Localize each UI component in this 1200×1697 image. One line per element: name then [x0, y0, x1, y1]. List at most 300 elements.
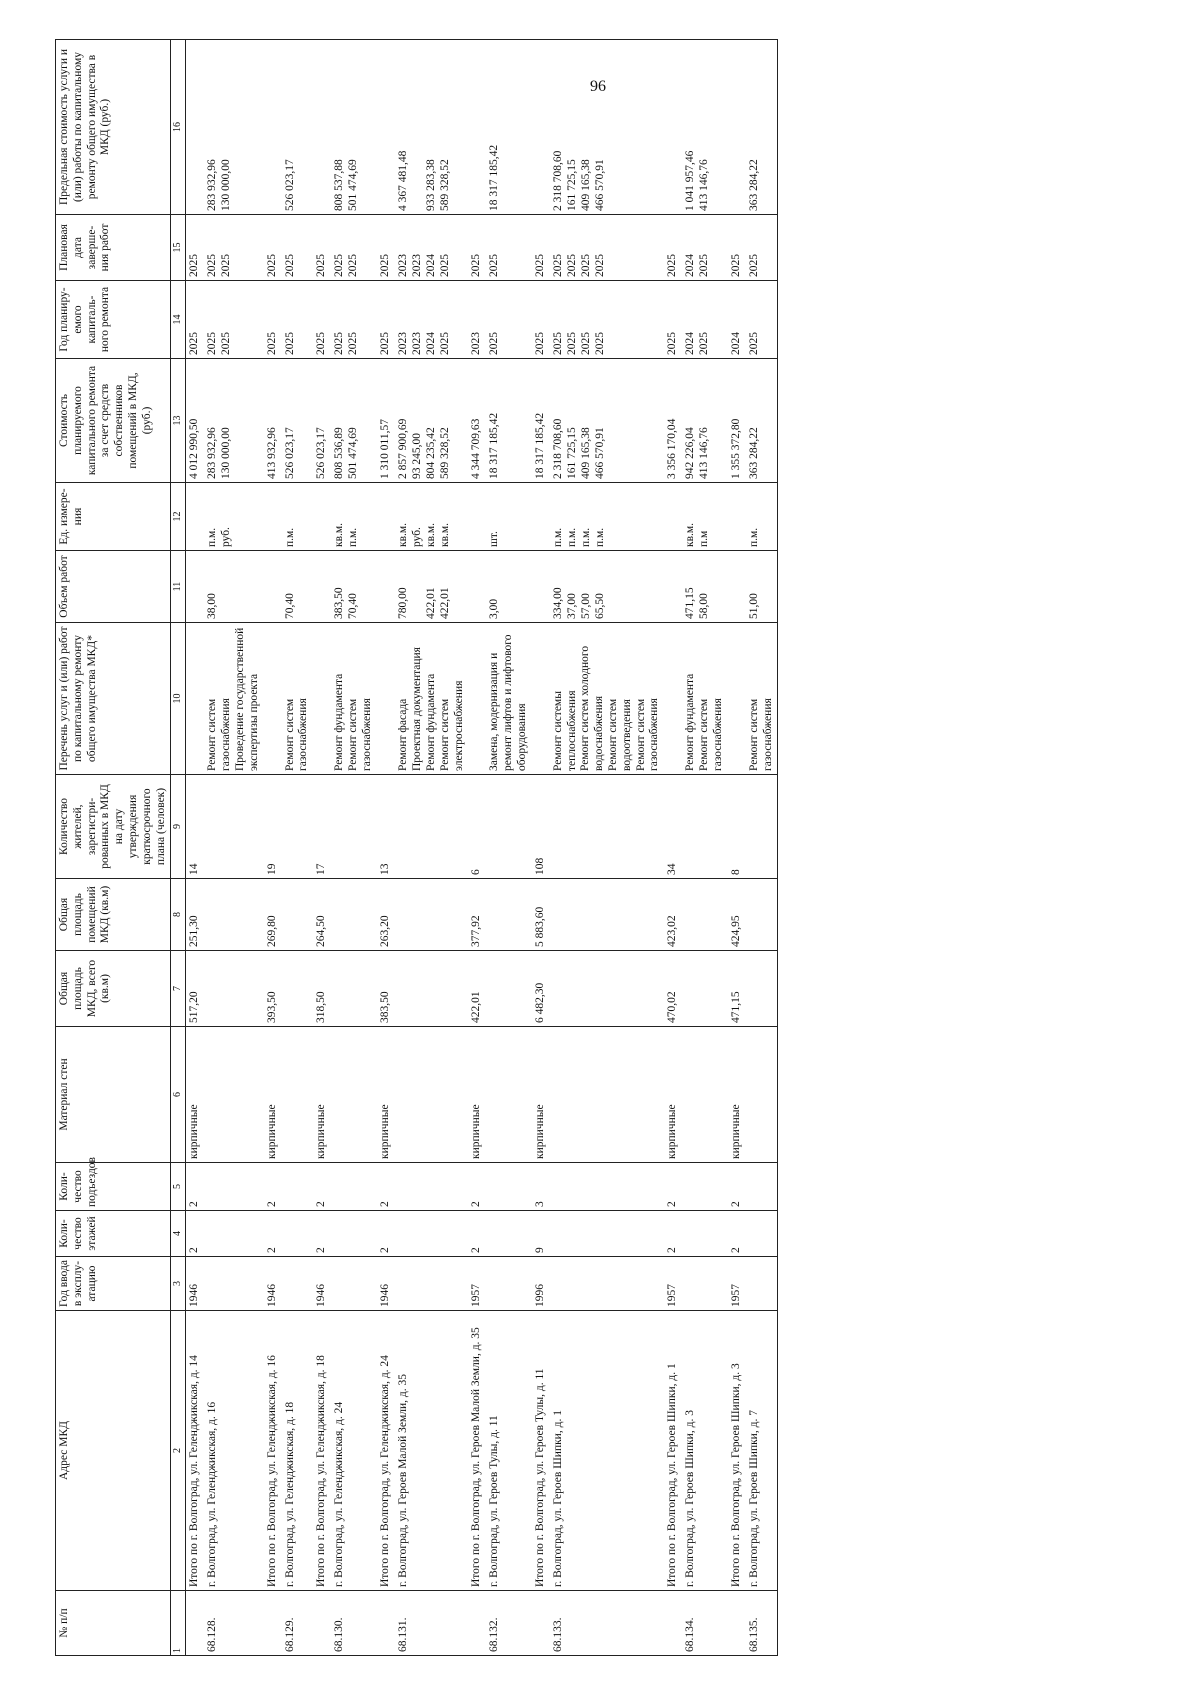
wall-material: кирпичные — [664, 1027, 682, 1163]
limit-cost: 589 328,52 — [438, 159, 451, 211]
header-c9: Количество жителей, зарегистри- рованных в МКД на дату утверждения краткосрочного плана (человек) — [56, 775, 171, 879]
cost: 2 318 708,60 — [551, 418, 564, 479]
residents: 6 — [468, 775, 486, 879]
work-volume-cell — [550, 551, 664, 623]
end-date-cell — [532, 215, 550, 281]
plan-year-cell — [746, 281, 778, 359]
column-number: 3 — [171, 1257, 186, 1311]
end-date-cell — [664, 215, 682, 281]
plan-year-cell — [486, 281, 531, 359]
limit-cost: 933 283,38 — [424, 159, 437, 211]
end-date: 2025 — [533, 254, 546, 277]
total-area: 517,20 — [186, 951, 205, 1027]
work-volume: 38,00 — [206, 593, 219, 619]
unit: кв.м. — [684, 522, 697, 547]
work-volume-cell — [377, 551, 395, 623]
plan-year: 2025 — [206, 332, 219, 355]
header-c4: Коли- чество этажей — [56, 1211, 171, 1257]
unit: руб. — [220, 527, 233, 547]
entrances — [746, 1163, 778, 1211]
cost-cell — [746, 359, 778, 483]
plan-year: 2025 — [315, 332, 328, 355]
plan-year: 2024 — [424, 332, 437, 355]
residents: 8 — [728, 775, 746, 879]
unit-cell — [282, 483, 314, 551]
cost: 413 146,76 — [698, 427, 711, 479]
entrances — [282, 1163, 314, 1211]
plan-year: 2025 — [533, 332, 546, 355]
limit-cost: 363 284,22 — [747, 159, 760, 211]
work-item: Ремонт фасада — [396, 698, 409, 771]
year-built: 1946 — [264, 1257, 282, 1311]
wall-material — [282, 1027, 314, 1163]
cost: 466 570,91 — [593, 427, 606, 479]
column-number: 4 — [171, 1211, 186, 1257]
work-volume — [411, 554, 425, 619]
table-row — [746, 40, 778, 1656]
year-built — [282, 1257, 314, 1311]
plan-year: 2025 — [579, 332, 592, 355]
address: Итого по г. Волгоград, ул. Геленджикская, д. 24 — [377, 1311, 395, 1591]
table-row — [682, 40, 728, 1656]
cost: 501 474,69 — [347, 427, 360, 479]
work-item: Ремонт фундамента — [333, 673, 346, 771]
cost: 363 284,22 — [747, 427, 760, 479]
repair-plan-table — [55, 39, 778, 1656]
wall-material: кирпичные — [313, 1027, 331, 1163]
address: Итого по г. Волгоград, ул. Героев Тулы, д. 11 — [532, 1311, 550, 1591]
address: г. Волгоград, ул. Геленджикская, д. 18 — [282, 1311, 314, 1591]
limit-cost: 501 474,69 — [347, 159, 360, 211]
year-built — [204, 1257, 263, 1311]
work-volume-cell — [186, 551, 205, 623]
unit: п.м. — [283, 527, 296, 547]
end-date: 2023 — [410, 254, 423, 277]
end-date-cell — [313, 215, 331, 281]
premises-area — [486, 879, 531, 951]
table-row — [264, 40, 282, 1656]
plan-year: 2025 — [666, 332, 679, 355]
limit-cost-cell — [682, 40, 728, 215]
total-area: 471,15 — [728, 951, 746, 1027]
total-area — [486, 951, 531, 1027]
year-built — [682, 1257, 728, 1311]
work-volume-cell — [664, 551, 682, 623]
column-number: 13 — [171, 359, 186, 483]
premises-area: 251,30 — [186, 879, 205, 951]
work-item-cell — [468, 623, 486, 775]
plan-year-cell — [550, 281, 664, 359]
end-date: 2025 — [438, 254, 451, 277]
unit: п.м. — [347, 527, 360, 547]
work-item-cell — [395, 623, 469, 775]
cost: 413 932,96 — [265, 427, 278, 479]
work-volume: 422,01 — [438, 587, 451, 619]
header-c14: Год планиру- емого капиталь- ного ремонта — [56, 281, 171, 359]
unit-cell — [532, 483, 550, 551]
cost-cell — [331, 359, 377, 483]
table-row — [313, 40, 331, 1656]
plan-year: 2023 — [410, 332, 423, 355]
row-number: 68.130. — [331, 1591, 377, 1656]
end-date: 2025 — [565, 254, 578, 277]
plan-year-cell — [468, 281, 486, 359]
cost-cell — [468, 359, 486, 483]
end-date: 2025 — [283, 254, 296, 277]
entrances — [395, 1163, 469, 1211]
year-built: 1946 — [186, 1257, 205, 1311]
cost: 1 355 372,80 — [729, 418, 742, 479]
limit-cost-cell — [204, 40, 263, 215]
cost: 589 328,52 — [438, 427, 451, 479]
cost: 804 235,42 — [424, 427, 437, 479]
work-item: Ремонт фундамента — [424, 673, 437, 771]
cost: 4 344 709,63 — [470, 418, 483, 479]
end-date-cell — [395, 215, 469, 281]
cost-cell — [204, 359, 263, 483]
column-number: 10 — [171, 623, 186, 775]
limit-cost: 4 367 481,48 — [396, 150, 409, 211]
column-number: 9 — [171, 775, 186, 879]
cost-cell — [377, 359, 395, 483]
entrances — [331, 1163, 377, 1211]
cost: 4 012 990,50 — [188, 418, 201, 479]
limit-cost — [411, 43, 425, 211]
plan-year: 2023 — [396, 332, 409, 355]
floors: 9 — [532, 1211, 550, 1257]
row-number — [532, 1591, 550, 1656]
column-number: 6 — [171, 1027, 186, 1163]
row-number: 68.135. — [746, 1591, 778, 1656]
total-area: 422,01 — [468, 951, 486, 1027]
column-number: 16 — [171, 40, 186, 215]
unit-cell — [550, 483, 664, 551]
plan-year: 2025 — [378, 332, 391, 355]
work-item-cell — [313, 623, 331, 775]
unit-cell — [395, 483, 469, 551]
work-item: Проектная документация — [410, 647, 423, 771]
plan-year-cell — [532, 281, 550, 359]
wall-material: кирпичные — [728, 1027, 746, 1163]
column-number: 2 — [171, 1311, 186, 1591]
limit-cost: 526 023,17 — [283, 159, 296, 211]
cost: 808 536,89 — [333, 427, 346, 479]
limit-cost: 466 570,91 — [593, 159, 606, 211]
wall-material: кирпичные — [532, 1027, 550, 1163]
end-date: 2025 — [729, 254, 742, 277]
wall-material — [486, 1027, 531, 1163]
work-item: Ремонт фундамента — [684, 673, 697, 771]
limit-cost: 413 146,76 — [698, 159, 711, 211]
entrances — [550, 1163, 664, 1211]
header-row — [56, 40, 171, 1656]
cost-cell — [313, 359, 331, 483]
plan-year: 2025 — [283, 332, 296, 355]
row-number: 68.132. — [486, 1591, 531, 1656]
floors: 2 — [313, 1211, 331, 1257]
work-volume: 65,50 — [593, 593, 606, 619]
unit: кв.м. — [438, 522, 451, 547]
year-built: 1957 — [728, 1257, 746, 1311]
entrances — [682, 1163, 728, 1211]
cost: 409 165,38 — [579, 427, 592, 479]
cost-cell — [486, 359, 531, 483]
column-number-row — [171, 40, 186, 1656]
work-volume-cell — [395, 551, 469, 623]
limit-cost: 409 165,38 — [579, 159, 592, 211]
work-volume-cell — [728, 551, 746, 623]
end-date-cell — [468, 215, 486, 281]
entrances — [204, 1163, 263, 1211]
row-number: 68.133. — [550, 1591, 664, 1656]
end-date: 2024 — [424, 254, 437, 277]
residents: 17 — [313, 775, 331, 879]
unit-cell — [204, 483, 263, 551]
work-item-cell — [664, 623, 682, 775]
end-date: 2025 — [378, 254, 391, 277]
year-built: 1957 — [468, 1257, 486, 1311]
total-area: 393,50 — [264, 951, 282, 1027]
year-built — [746, 1257, 778, 1311]
entrances: 2 — [664, 1163, 682, 1211]
floors: 2 — [186, 1211, 205, 1257]
work-volume: 3,00 — [488, 598, 501, 619]
unit: п.м. — [206, 527, 219, 547]
unit: п.м. — [593, 527, 606, 547]
entrances: 2 — [468, 1163, 486, 1211]
residents: 19 — [264, 775, 282, 879]
column-number: 1 — [171, 1591, 186, 1656]
limit-cost: 1 041 957,46 — [684, 150, 697, 211]
wall-material: кирпичные — [377, 1027, 395, 1163]
address: Итого по г. Волгоград, ул. Героев Шипки, д. 3 — [728, 1311, 746, 1591]
residents — [395, 775, 469, 879]
table-row — [204, 40, 263, 1656]
plan-year: 2025 — [347, 332, 360, 355]
entrances: 2 — [377, 1163, 395, 1211]
floors — [204, 1211, 263, 1257]
work-volume-cell — [313, 551, 331, 623]
work-volume: 334,00 — [551, 587, 564, 619]
cost-cell — [264, 359, 282, 483]
plan-year: 2023 — [470, 332, 483, 355]
end-date-cell — [550, 215, 664, 281]
limit-cost-cell — [550, 40, 664, 215]
limit-cost-cell — [264, 40, 282, 215]
limit-cost: 18 317 185,42 — [488, 144, 501, 211]
end-date: 2025 — [747, 254, 760, 277]
work-item: Ремонт систем электроснабжения — [438, 680, 465, 771]
work-item: Ремонт систем газоснабжения — [698, 698, 724, 771]
premises-area — [282, 879, 314, 951]
residents — [282, 775, 314, 879]
end-date-cell — [682, 215, 728, 281]
residents — [550, 775, 664, 879]
year-built — [550, 1257, 664, 1311]
address: г. Волгоград, ул. Героев Шипки, д. 7 — [746, 1311, 778, 1591]
plan-year-cell — [264, 281, 282, 359]
work-item: Ремонт систем газоснабжения — [283, 698, 310, 771]
table-row — [664, 40, 682, 1656]
limit-cost-cell — [282, 40, 314, 215]
header-c10: Перечень услуг и (или) работ по капитальному ремонту общего имущества МКД* — [56, 623, 171, 775]
premises-area — [550, 879, 664, 951]
unit: п.м. — [747, 527, 760, 547]
limit-cost-cell — [331, 40, 377, 215]
work-item: Ремонт систем газоснабжения — [347, 698, 373, 771]
work-item-cell — [186, 623, 205, 775]
work-volume: 471,15 — [684, 587, 697, 619]
plan-year: 2024 — [729, 332, 742, 355]
limit-cost-cell — [313, 40, 331, 215]
page-number: 96 — [590, 78, 606, 95]
limit-cost-cell — [746, 40, 778, 215]
work-item: Ремонт системы теплоснабжения — [551, 690, 578, 771]
residents: 108 — [532, 775, 550, 879]
address: г. Волгоград, ул. Героев Тулы, д. 11 — [486, 1311, 531, 1591]
premises-area: 424,95 — [728, 879, 746, 951]
limit-cost-cell — [186, 40, 205, 215]
end-date: 2025 — [593, 254, 606, 277]
cost: 526 023,17 — [283, 427, 296, 479]
table-row — [486, 40, 531, 1656]
limit-cost: 283 932,96 — [206, 159, 219, 211]
plan-year: 2025 — [551, 332, 564, 355]
residents — [682, 775, 728, 879]
unit: кв.м. — [396, 522, 409, 547]
wall-material — [550, 1027, 664, 1163]
row-number — [728, 1591, 746, 1656]
floors — [746, 1211, 778, 1257]
table-row — [532, 40, 550, 1656]
end-date-cell — [204, 215, 263, 281]
limit-cost-cell — [395, 40, 469, 215]
year-built: 1957 — [664, 1257, 682, 1311]
header-c11: Объем работ — [56, 551, 171, 623]
work-volume: 383,50 — [333, 587, 346, 619]
unit-cell — [746, 483, 778, 551]
end-date-cell — [728, 215, 746, 281]
residents: 14 — [186, 775, 205, 879]
premises-area: 269,80 — [264, 879, 282, 951]
wall-material — [682, 1027, 728, 1163]
work-item: Ремонт систем газоснабжения — [634, 698, 661, 771]
work-volume — [220, 554, 234, 619]
plan-year: 2025 — [698, 332, 711, 355]
work-volume-cell — [264, 551, 282, 623]
cost: 130 000,00 — [220, 427, 233, 479]
address: Итого по г. Волгоград, ул. Героев Шипки, д. 1 — [664, 1311, 682, 1591]
table-row — [728, 40, 746, 1656]
premises-area — [746, 879, 778, 951]
floors: 2 — [264, 1211, 282, 1257]
end-date: 2025 — [470, 254, 483, 277]
cost: 283 932,96 — [206, 427, 219, 479]
unit-cell — [264, 483, 282, 551]
unit-cell — [186, 483, 205, 551]
cost-cell — [395, 359, 469, 483]
cost-cell — [682, 359, 728, 483]
cost-cell — [532, 359, 550, 483]
end-date: 2025 — [666, 254, 679, 277]
work-item: Ремонт систем газоснабжения — [747, 698, 774, 771]
total-area — [550, 951, 664, 1027]
end-date: 2025 — [698, 254, 711, 277]
work-volume-cell — [746, 551, 778, 623]
work-volume: 37,00 — [565, 593, 578, 619]
row-number: 68.128. — [204, 1591, 263, 1656]
end-date: 2025 — [551, 254, 564, 277]
work-item-cell — [728, 623, 746, 775]
address: Итого по г. Волгоград, ул. Геленджикская, д. 18 — [313, 1311, 331, 1591]
address: г. Волгоград, ул. Геленджикская, д. 24 — [331, 1311, 377, 1591]
floors — [395, 1211, 469, 1257]
floors — [486, 1211, 531, 1257]
cost: 93 245,00 — [410, 433, 423, 479]
header-c5: Коли- чество подъездов — [56, 1163, 171, 1211]
total-area — [282, 951, 314, 1027]
table-row — [550, 40, 664, 1656]
work-item: Замена, модернизация и ремонт лифтов и лифтового оборудования — [488, 634, 528, 771]
total-area: 6 482,30 — [532, 951, 550, 1027]
year-built — [331, 1257, 377, 1311]
premises-area — [395, 879, 469, 951]
floors — [682, 1211, 728, 1257]
end-date-cell — [186, 215, 205, 281]
work-volume-cell — [331, 551, 377, 623]
cost: 3 356 170,04 — [666, 418, 679, 479]
plan-year: 2025 — [438, 332, 451, 355]
cost: 161 725,15 — [565, 427, 578, 479]
address: Итого по г. Волгоград, ул. Геленджикская, д. 14 — [186, 1311, 205, 1591]
header-c1: № п/п — [56, 1591, 171, 1656]
rotated-table-container — [55, 40, 1165, 1656]
end-date: 2025 — [488, 254, 501, 277]
total-area — [204, 951, 263, 1027]
entrances: 2 — [186, 1163, 205, 1211]
limit-cost: 130 000,00 — [220, 159, 233, 211]
cost-cell — [186, 359, 205, 483]
end-date: 2025 — [265, 254, 278, 277]
end-date: 2023 — [396, 254, 409, 277]
cost: 526 023,17 — [315, 427, 328, 479]
unit: кв.м. — [424, 522, 437, 547]
floors: 2 — [468, 1211, 486, 1257]
work-item: Ремонт систем водоотведения — [606, 698, 633, 771]
end-date-cell — [282, 215, 314, 281]
table-row — [468, 40, 486, 1656]
end-date: 2025 — [579, 254, 592, 277]
total-area: 383,50 — [377, 951, 395, 1027]
cost: 2 857 900,69 — [396, 418, 409, 479]
residents: 13 — [377, 775, 395, 879]
entrances: 2 — [728, 1163, 746, 1211]
plan-year-cell — [377, 281, 395, 359]
address: Итого по г. Волгоград, ул. Геленджикская, д. 16 — [264, 1311, 282, 1591]
cost: 18 317 185,42 — [533, 412, 546, 479]
unit: п.м — [698, 530, 711, 547]
plan-year: 2025 — [565, 332, 578, 355]
unit-cell — [682, 483, 728, 551]
wall-material — [746, 1027, 778, 1163]
work-item-cell — [682, 623, 728, 775]
row-number — [468, 1591, 486, 1656]
address: г. Волгоград, ул. Героев Шипки, д. 1 — [550, 1311, 664, 1591]
row-number — [664, 1591, 682, 1656]
header-c7: Общая площадь МКД, всего (кв.м) — [56, 951, 171, 1027]
limit-cost-cell — [664, 40, 682, 215]
plan-year-cell — [313, 281, 331, 359]
